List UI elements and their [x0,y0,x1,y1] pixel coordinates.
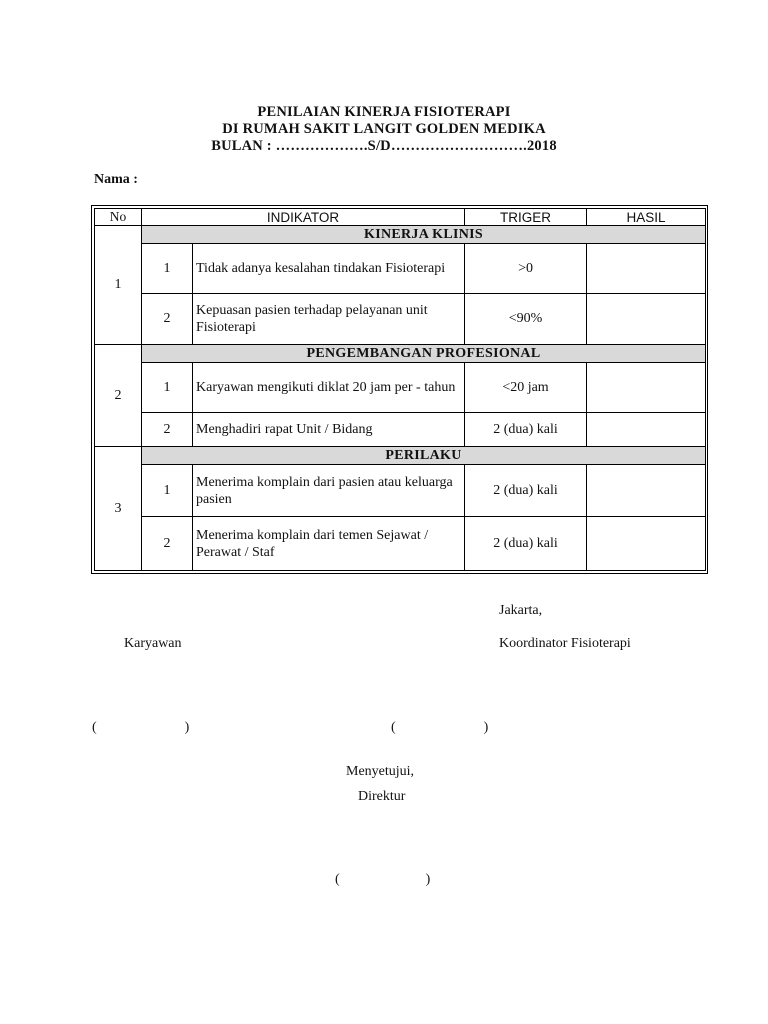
row-triger: <90% [465,294,587,345]
paren-close: ) [425,872,431,887]
director-title: Direktur [358,789,406,804]
row-triger: 2 (dua) kali [465,517,587,571]
paren-open: ( [391,720,396,735]
coordinator-signature-line [391,720,488,736]
paren-open: ( [92,720,97,735]
group-header-row [95,345,706,363]
employee-signature-line [92,720,189,736]
row-indikator: Kepuasan pasien terhadap pelayanan unit Fisioterapi [193,294,465,345]
column-header-no: No [95,209,142,226]
group-number: 3 [95,447,142,571]
column-header-hasil: HASIL [587,209,706,226]
table-row [95,294,706,345]
row-hasil[interactable] [587,294,706,345]
row-hasil[interactable] [587,413,706,447]
row-sub-number: 2 [142,517,193,571]
row-sub-number: 1 [142,363,193,413]
group-header-row [95,226,706,244]
row-sub-number: 2 [142,413,193,447]
group-number: 2 [95,345,142,447]
table-row [95,363,706,413]
nama-label: Nama : [94,172,138,187]
row-triger: 2 (dua) kali [465,413,587,447]
group-number: 1 [95,226,142,345]
group-header-row [95,447,706,465]
row-sub-number: 1 [142,465,193,517]
row-sub-number: 1 [142,244,193,294]
coordinator-signature-title: Koordinator Fisioterapi [499,636,631,651]
table-row [95,465,706,517]
table-row [95,413,706,447]
approval-label: Menyetujui, [346,764,415,779]
column-header-triger: TRIGER [465,209,587,226]
period-line: BULAN : ……………….S/D……………………….2018 [211,138,557,154]
row-sub-number: 2 [142,294,193,345]
row-hasil[interactable] [587,363,706,413]
row-indikator: Menghadiri rapat Unit / Bidang [193,413,465,447]
group-title: PENGEMBANGAN PROFESIONAL [142,345,706,363]
row-indikator: Menerima komplain dari pasien atau keluarga pasien [193,465,465,517]
row-triger: 2 (dua) kali [465,465,587,517]
performance-table [91,205,708,574]
table-header-row [95,209,706,226]
row-indikator: Menerima komplain dari temen Sejawat / Perawat / Staf [193,517,465,571]
paren-open: ( [335,872,340,887]
row-hasil[interactable] [587,465,706,517]
row-indikator: Karyawan mengikuti diklat 20 jam per - tahun [193,363,465,413]
row-triger: <20 jam [465,363,587,413]
employee-signature-title: Karyawan [124,636,182,651]
row-hasil[interactable] [587,517,706,571]
group-title: PERILAKU [142,447,706,465]
director-signature-line [335,872,430,888]
paren-close: ) [483,720,489,735]
row-triger: >0 [465,244,587,294]
table-row [95,244,706,294]
table-row [95,517,706,571]
paren-close: ) [184,720,190,735]
document-title: PENILAIAN KINERJA FISIOTERAPI [257,104,511,120]
row-indikator: Tidak adanya kesalahan tindakan Fisioterapi [193,244,465,294]
hospital-name: DI RUMAH SAKIT LANGIT GOLDEN MEDIKA [222,121,546,137]
place-date-label: Jakarta, [499,603,543,618]
row-hasil[interactable] [587,244,706,294]
group-title: KINERJA KLINIS [142,226,706,244]
column-header-indikator: INDIKATOR [142,209,465,226]
